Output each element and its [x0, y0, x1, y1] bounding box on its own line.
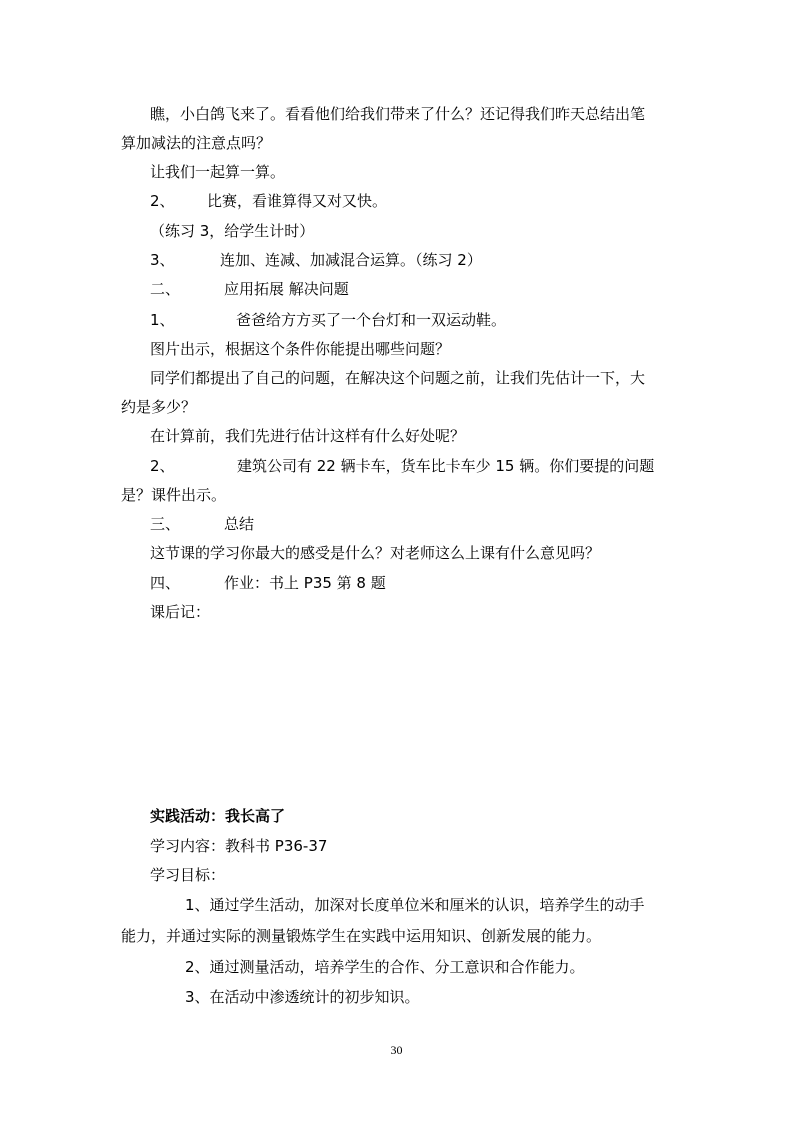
section-heading-number: 四、	[150, 574, 181, 592]
paragraph: 让我们一起算一算。	[150, 163, 286, 181]
list-number: 2、	[150, 457, 175, 475]
section-heading-text: 作业：书上 P35 第 8 题	[224, 574, 386, 592]
section-heading-text: 应用拓展 解决问题	[224, 280, 349, 298]
paragraph: 在计算前，我们先进行估计这样有什么好处呢？	[150, 427, 466, 445]
list-number: 1、	[150, 311, 175, 329]
goal-line: 能力，并通过实际的测量锻炼学生在实践中运用知识、创新发展的能力。	[121, 927, 602, 945]
list-number: 2、	[150, 192, 175, 210]
list-text: 建筑公司有 22 辆卡车，货车比卡车少 15 辆。你们要提的问题	[237, 457, 655, 475]
page-number: 30	[390, 1043, 403, 1057]
paragraph-line: 约是多少？	[121, 398, 197, 416]
paragraph: 图片出示，根据这个条件你能提出哪些问题？	[150, 340, 451, 358]
section-heading-text: 总结	[224, 515, 255, 533]
goal-line: 2、通过测量活动，培养学生的合作、分工意识和合作能力。	[185, 958, 585, 976]
list-text: 连加、连减、加减混合运算。（练习 2）	[220, 251, 482, 269]
learning-goals-label: 学习目标：	[150, 866, 226, 884]
section-heading-number: 三、	[150, 515, 181, 533]
after-class-notes-label: 课后记：	[150, 603, 211, 621]
paragraph: 这节课的学习你最大的感受是什么？对老师这么上课有什么意见吗？	[150, 544, 601, 562]
paragraph-line: 算加减法的注意点吗？	[121, 134, 272, 152]
learning-content: 学习内容：教科书 P36-37	[150, 837, 328, 855]
list-text: 比赛，看谁算得又对又快。	[207, 192, 388, 210]
activity-title: 实践活动：我长高了	[150, 807, 286, 825]
list-text: 爸爸给方方买了一个台灯和一双运动鞋。	[236, 311, 507, 329]
note: （练习 3，给学生计时）	[150, 222, 315, 240]
list-number: 3、	[150, 251, 175, 269]
section-heading-number: 二、	[150, 280, 181, 298]
paragraph-line: 是？课件出示。	[121, 486, 227, 504]
goal-line: 1、通过学生活动，加深对长度单位米和厘米的认识，培养学生的动手	[185, 896, 645, 914]
paragraph-line: 瞧，小白鸽飞来了。看看他们给我们带来了什么？还记得我们昨天总结出笔	[150, 105, 646, 123]
paragraph-line: 同学们都提出了自己的问题，在解决这个问题之前，让我们先估计一下，大	[150, 369, 646, 387]
goal-line: 3、在活动中渗透统计的初步知识。	[185, 988, 420, 1006]
